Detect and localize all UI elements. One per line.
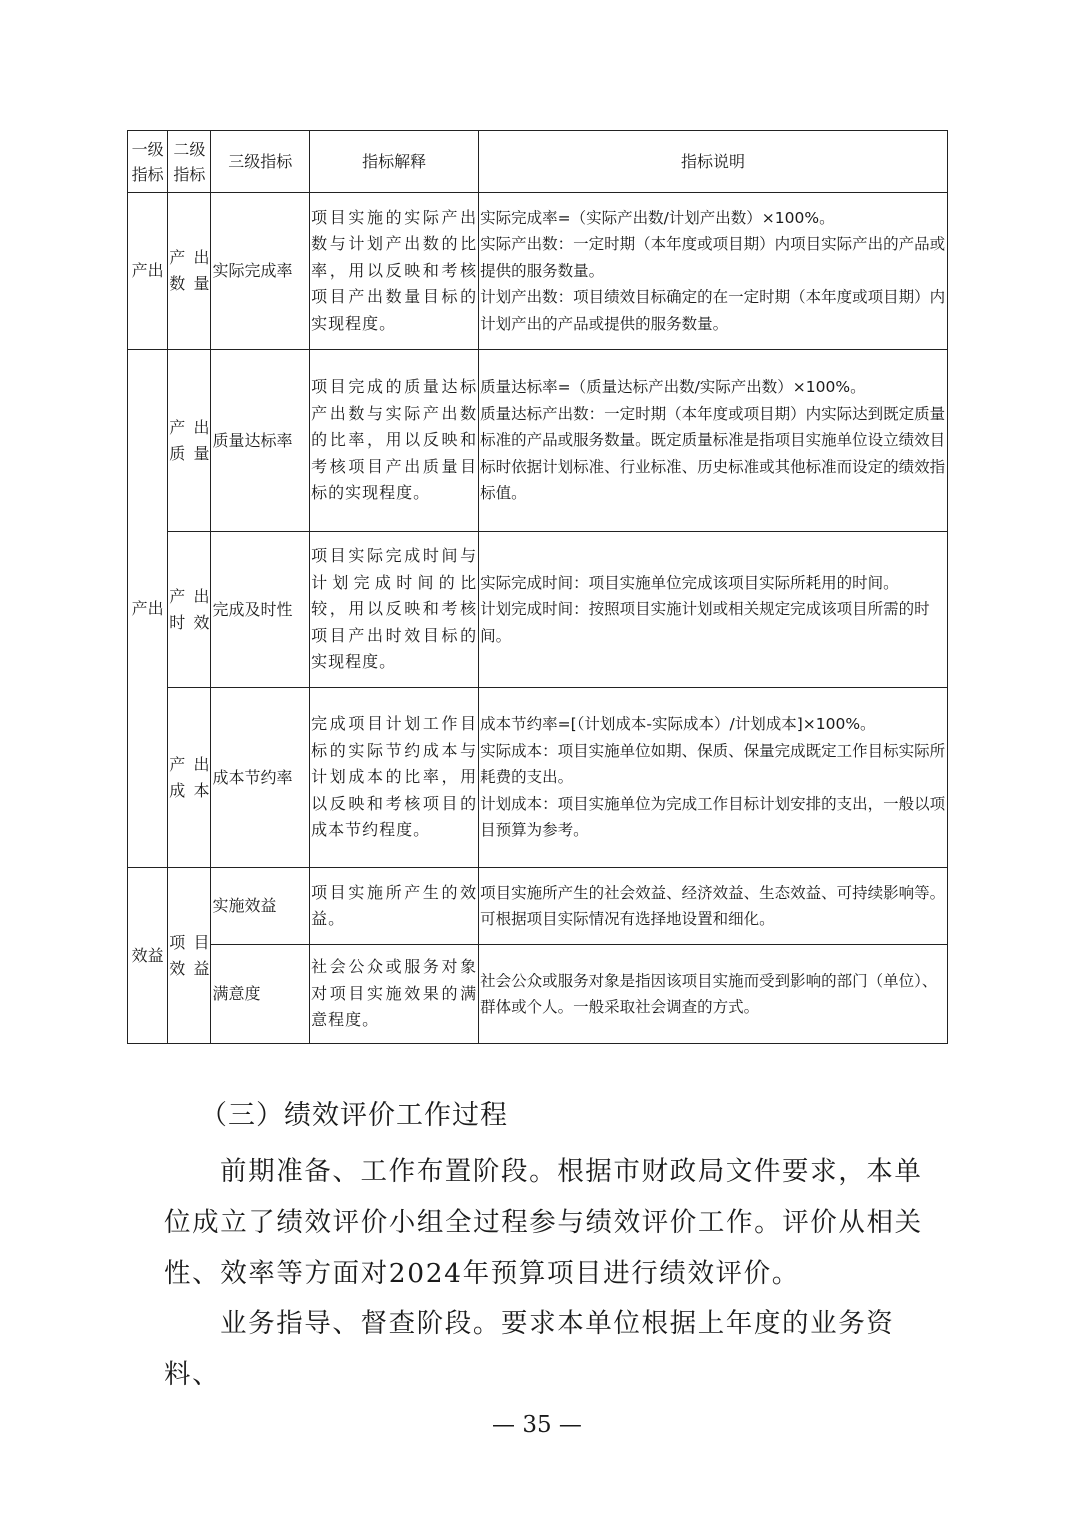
description-line: 计划完成时间：按照项目实施计划或相关规定完成该项目所需的时间。 [480,600,930,645]
level3-cell: 成本节约率 [211,688,310,868]
table-row [128,532,948,688]
explanation-cell: 社会公众或服务对象对项目实施效果的满意程度。 [310,945,479,1044]
description-cell [479,868,948,945]
description-line: 实际完成率=（实际产出数/计划产出数）×100%。 [480,208,835,227]
table-row [128,868,948,945]
paragraph [164,1146,924,1299]
description-line: 项目实施所产生的社会效益、经济效益、生态效益、可持续影响等。可根据项目实际情况有选择地设置和细化。 [480,883,946,928]
level1-cell: 产出 [128,193,168,350]
description-line: 计划产出数：项目绩效目标确定的在一定时期（本年度或项目期）内计划产出的产品或提供的服务数量。 [480,288,946,333]
header-level1: 一级指标 [128,131,168,193]
explanation-cell: 项目实施的实际产出数与计划产出数的比率，用以反映和考核项目产出数量目标的实现程度。 [310,193,479,350]
description-line: 实际成本：项目实施单位如期、保质、保量完成既定工作目标实际所耗费的支出。 [480,741,946,787]
description-cell [479,193,948,350]
description-line: 计划成本：项目实施单位为完成工作目标计划安排的支出，一般以项目预算为参考。 [480,794,946,840]
explanation-cell: 项目实际完成时间与计划完成时间的比较，用以反映和考核项目产出时效目标的实现程度。 [310,532,479,688]
table-row [128,350,948,532]
header-explanation: 指标解释 [310,131,479,193]
description-line: 实际产出数：一定时期（本年度或项目期）内项目实际产出的产品或提供的服务数量。 [480,235,946,280]
description-line: 社会公众或服务对象是指因该项目实施而受到影响的部门（单位）、群体或个人。一般采取社会调查的方式。 [480,971,938,1016]
level3-cell: 实施效益 [211,868,310,945]
level3-cell: 完成及时性 [211,532,310,688]
level3-cell: 质量达标率 [211,350,310,532]
table-row [128,945,948,1044]
level2-cell: 产出成本 [168,688,211,868]
description-line: 质量达标率=（质量达标产出数/实际产出数）×100%。 [480,378,866,397]
explanation-cell: 项目实施所产生的效益。 [310,868,479,945]
description-cell [479,350,948,532]
description-line: 成本节约率=[（计划成本-实际成本）/计划成本]×100%。 [480,715,876,734]
table-row [128,193,948,350]
table-header-row [128,131,948,193]
explanation-cell: 项目完成的质量达标产出数与实际产出数的比率，用以反映和考核项目产出质量目标的实现程度。 [310,350,479,532]
level3-cell: 实际完成率 [211,193,310,350]
table-row [128,688,948,868]
page-number: — 35 — [492,1412,582,1438]
level3-cell: 满意度 [211,945,310,1044]
header-level3: 三级指标 [211,131,310,193]
level2-cell: 产出数量 [168,193,211,350]
level1-cell: 效益 [128,868,168,1044]
paragraph-text: 前期准备、工作布置阶段。根据市财政局文件要求，本单位成立了绩效评价小组全过程参与绩效评价工作。评价从相关性、效率等方面对2024年预算项目进行绩效评价。 [164,1156,923,1289]
section-heading: （三）绩效评价工作过程 [200,1100,508,1131]
description-cell [479,688,948,868]
level2-cell: 产出时效 [168,532,211,688]
level2-cell: 产出质量 [168,350,211,532]
level1-cell: 产出 [128,350,168,868]
level2-cell: 项目效益 [168,868,211,1044]
explanation-cell: 完成项目计划工作目标的实际节约成本与计划成本的比率，用以反映和考核项目的成本节约程度。 [310,688,479,868]
description-line: 实际完成时间：项目实施单位完成该项目实际所耗用的时间。 [480,573,899,592]
header-description: 指标说明 [479,131,948,193]
performance-indicator-table [127,130,948,1044]
header-level2: 二级指标 [168,131,211,193]
paragraph [164,1298,924,1400]
description-line: 质量达标产出数：一定时期（本年度或项目期）内实际达到既定质量标准的产品或服务数量。既定质量标准是指项目实施单位设立绩效目标时依据计划标准、行业标准、历史标准或其他标准而设定的绩效指标值。 [480,404,946,503]
description-cell [479,532,948,688]
paragraph-text: 业务指导、督查阶段。要求本单位根据上年度的业务资料、 [164,1308,895,1390]
description-cell [479,945,948,1044]
